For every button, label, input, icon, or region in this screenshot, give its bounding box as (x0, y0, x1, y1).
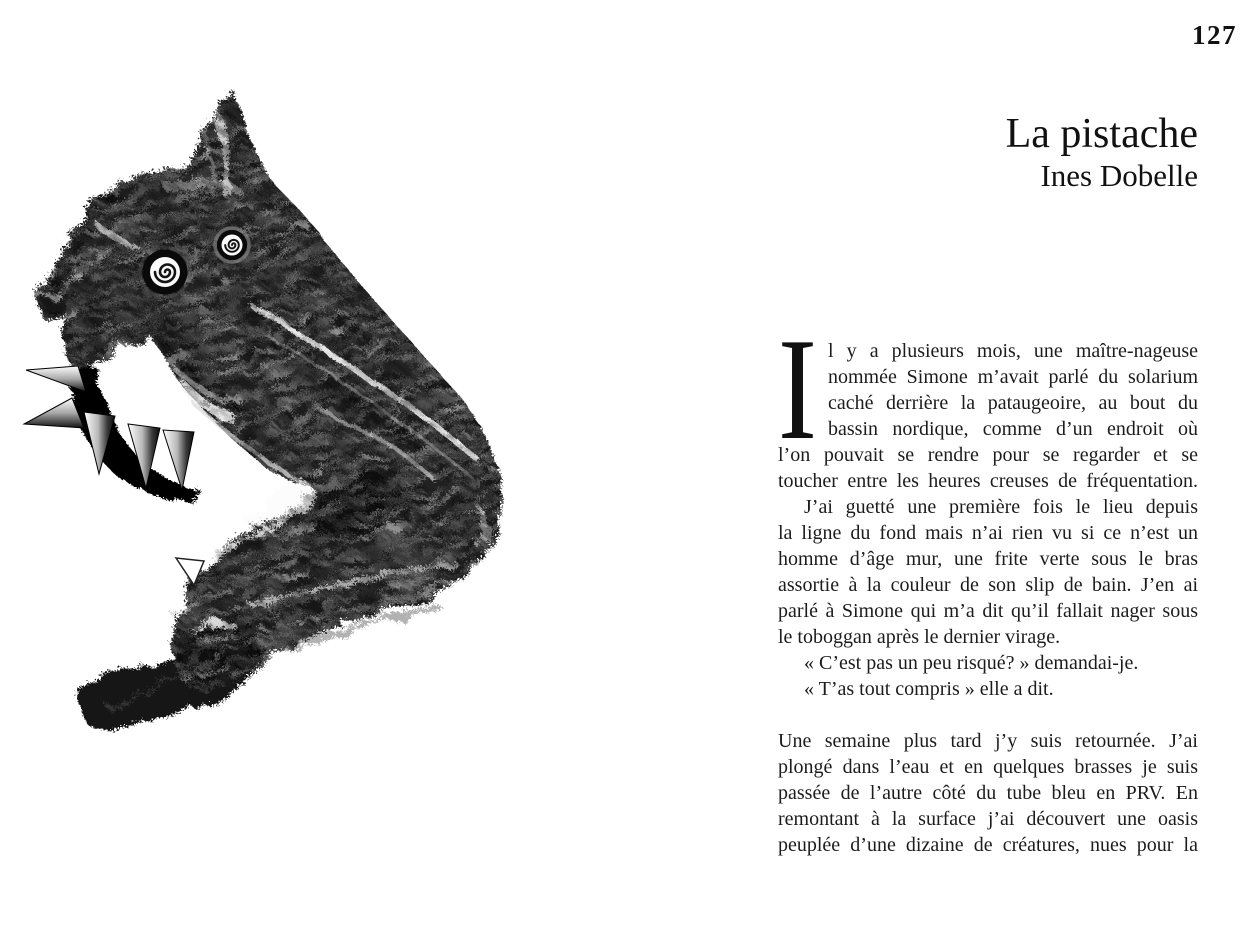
text-line: assortie à la couleur de son slip de bain. J’en ai (778, 574, 1198, 596)
creature-drawing (20, 80, 520, 740)
text-line: Une semaine plus tard j’y suis retournée. J’ai (778, 730, 1198, 752)
collar-spikes (24, 366, 194, 490)
text-line: bassin nordique, comme d’un endroit où (828, 418, 1198, 440)
creature-eye-left (140, 247, 190, 297)
text-line: J’ai guetté une première fois le lieu depuis (804, 496, 1198, 518)
text-line: plongé dans l’eau et en quelques brasses je suis (778, 756, 1198, 778)
story-author: Ines Dobelle (1040, 158, 1198, 193)
text-line: caché derrière la pataugeoire, au bout du (828, 392, 1198, 414)
creature-eye-right (215, 228, 249, 262)
text-line: le toboggan après le dernier virage. (778, 626, 1061, 648)
text-line: passée de l’autre côté du tube bleu en PRV. En (778, 782, 1198, 804)
text-line: « T’as tout compris » elle a dit. (804, 678, 1054, 700)
text-line: parlé à Simone qui m’a dit qu’il fallait nager sous (778, 600, 1198, 622)
page-number: 127 (1192, 20, 1237, 50)
story-title: La pistache (1005, 111, 1198, 157)
paragraph (778, 650, 1198, 676)
text-line: nommée Simone m’avait parlé du solarium (828, 366, 1198, 388)
text-line: l’on pouvait se rendre pour se regarder et se (778, 444, 1198, 466)
paragraph (778, 308, 1198, 494)
paragraph (778, 676, 1198, 702)
creature-furry-body (20, 80, 520, 740)
text-line: peuplée d’une dizaine de créatures, nues pour la (778, 834, 1198, 856)
text-line: l y a plusieurs mois, une maître-nageuse (828, 340, 1198, 362)
creature-illustration (20, 80, 520, 740)
text-line: « C’est pas un peu risqué? » demandai-je. (804, 652, 1139, 674)
text-line: la ligne du fond mais n’ai rien vu si ce n’est un (778, 522, 1198, 544)
paragraph (778, 728, 1198, 858)
text-line: toucher entre les heures creuses de fréquentation. (778, 470, 1198, 492)
text-line: homme d’âge mur, une frite verte sous le bras (778, 548, 1198, 570)
drop-cap: I (778, 308, 817, 470)
title-block (778, 110, 1198, 194)
text-line: remontant à la surface j’ai découvert une oasis (778, 808, 1198, 830)
story-text-column (778, 308, 1198, 858)
paragraph (778, 494, 1198, 650)
